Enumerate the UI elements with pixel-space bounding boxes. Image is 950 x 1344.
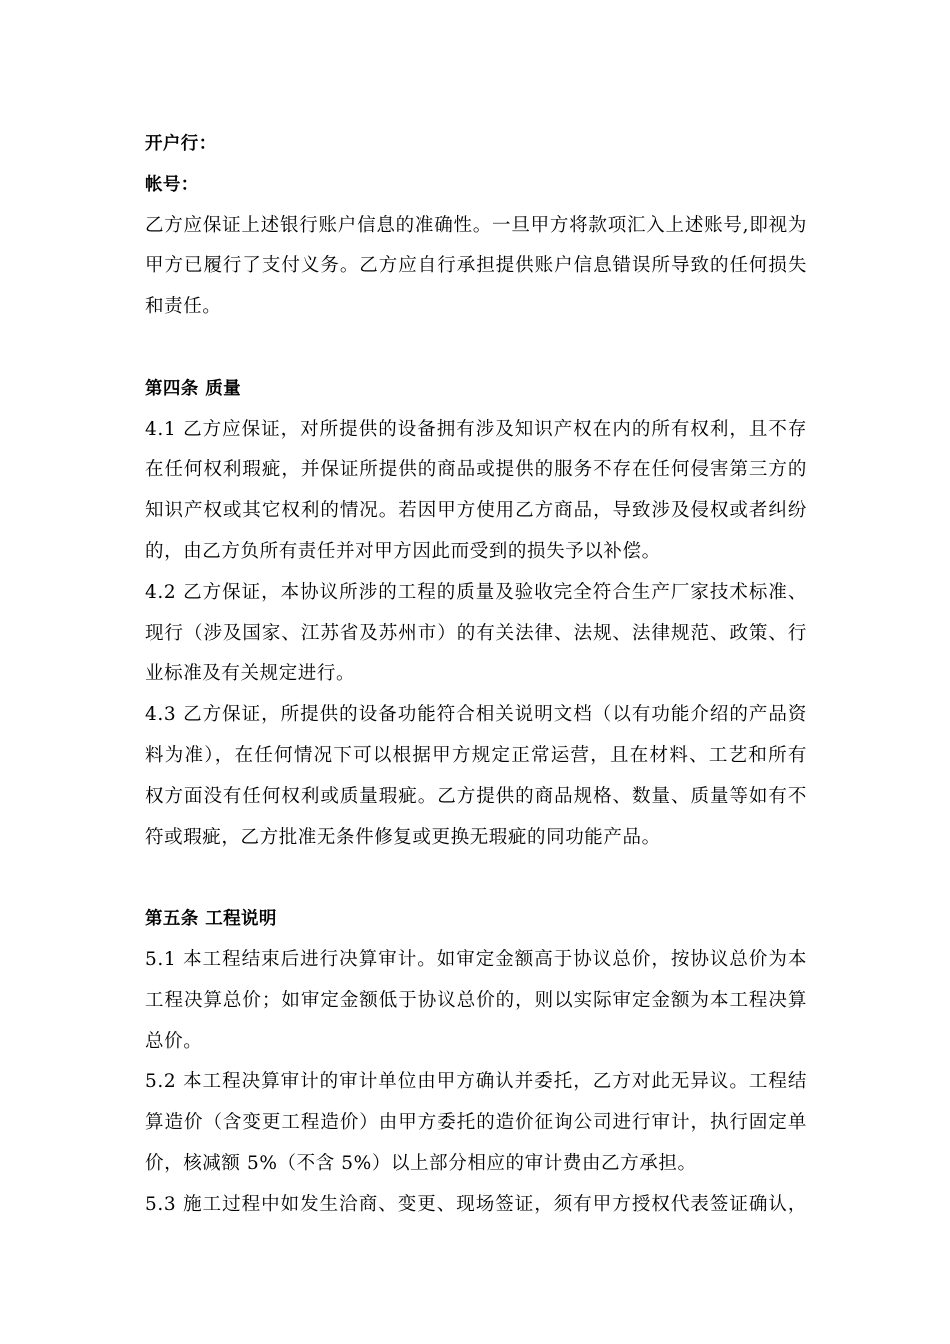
- clause-5-2-line: 5.2 本工程决算审计的审计单位由甲方确认并委托，乙方对此无异议。工程结: [145, 1071, 807, 1093]
- clause-4-3-line: 符或瑕疵，乙方批准无条件修复或更换无瑕疵的同功能产品。: [145, 826, 661, 848]
- clause-4-2-line: 业标准及有关规定进行。: [145, 663, 356, 685]
- clause-5-2-line: 价，核减额 5%（不含 5%）以上部分相应的审计费由乙方承担。: [145, 1152, 697, 1174]
- clause-4-1-line: 的，由乙方负所有责任并对甲方因此而受到的损失予以补偿。: [145, 540, 661, 562]
- clause-5-1-line: 总价。: [145, 1030, 203, 1052]
- clause-4-1-line: 知识产权或其它权利的情况。若因甲方使用乙方商品，导致涉及侵权或者纠纷: [145, 500, 807, 522]
- clause-5-3-line: 5.3 施工过程中如发生洽商、变更、现场签证，须有甲方授权代表签证确认，: [145, 1193, 807, 1215]
- clause-4-2-line: 4.2 乙方保证，本协议所涉的工程的质量及验收完全符合生产厂家技术标准、: [145, 581, 807, 603]
- clause-4-3-line: 权方面没有任何权利或质量瑕疵。乙方提供的商品规格、数量、质量等如有不: [145, 785, 807, 807]
- article5-heading: 第五条 工程说明: [145, 909, 277, 930]
- clause-5-1-line: 工程决算总价；如审定金额低于协议总价的，则以实际审定金额为本工程决算: [145, 989, 807, 1011]
- clause-5-1-line: 5.1 本工程结束后进行决算审计。如审定金额高于协议总价，按协议总价为本: [145, 948, 807, 970]
- paragraph-line: 甲方已履行了支付义务。乙方应自行承担提供账户信息错误所导致的任何损失: [145, 255, 807, 277]
- section-gap: [145, 328, 807, 369]
- account-label: 帐号：: [145, 174, 199, 195]
- article4-heading: 第四条 质量: [145, 378, 241, 399]
- paragraph-line: 乙方应保证上述银行账户信息的准确性。一旦甲方将款项汇入上述账号,即视为: [145, 214, 807, 236]
- clause-4-1-line: 在任何权利瑕疵，并保证所提供的商品或提供的服务不存在任何侵害第三方的: [145, 459, 807, 481]
- clause-4-3-line: 料为准），在任何情况下可以根据甲方规定正常运营，且在材料、工艺和所有: [145, 744, 807, 766]
- clause-4-2-line: 现行（涉及国家、江苏省及苏州市）的有关法律、法规、法律规范、政策、行: [145, 622, 807, 644]
- clause-4-3-line: 4.3 乙方保证，所提供的设备功能符合相关说明文档（以有功能介绍的产品资: [145, 704, 807, 726]
- clause-4-1-line: 4.1 乙方应保证，对所提供的设备拥有涉及知识产权在内的所有权利，且不存: [145, 418, 807, 440]
- clause-5-2-line: 算造价（含变更工程造价）由甲方委托的造价征询公司进行审计，执行固定单: [145, 1112, 807, 1134]
- document-body: [145, 124, 807, 1226]
- paragraph-line: 和责任。: [145, 296, 222, 318]
- bank-label: 开户行：: [145, 134, 217, 154]
- section-gap: [145, 858, 807, 899]
